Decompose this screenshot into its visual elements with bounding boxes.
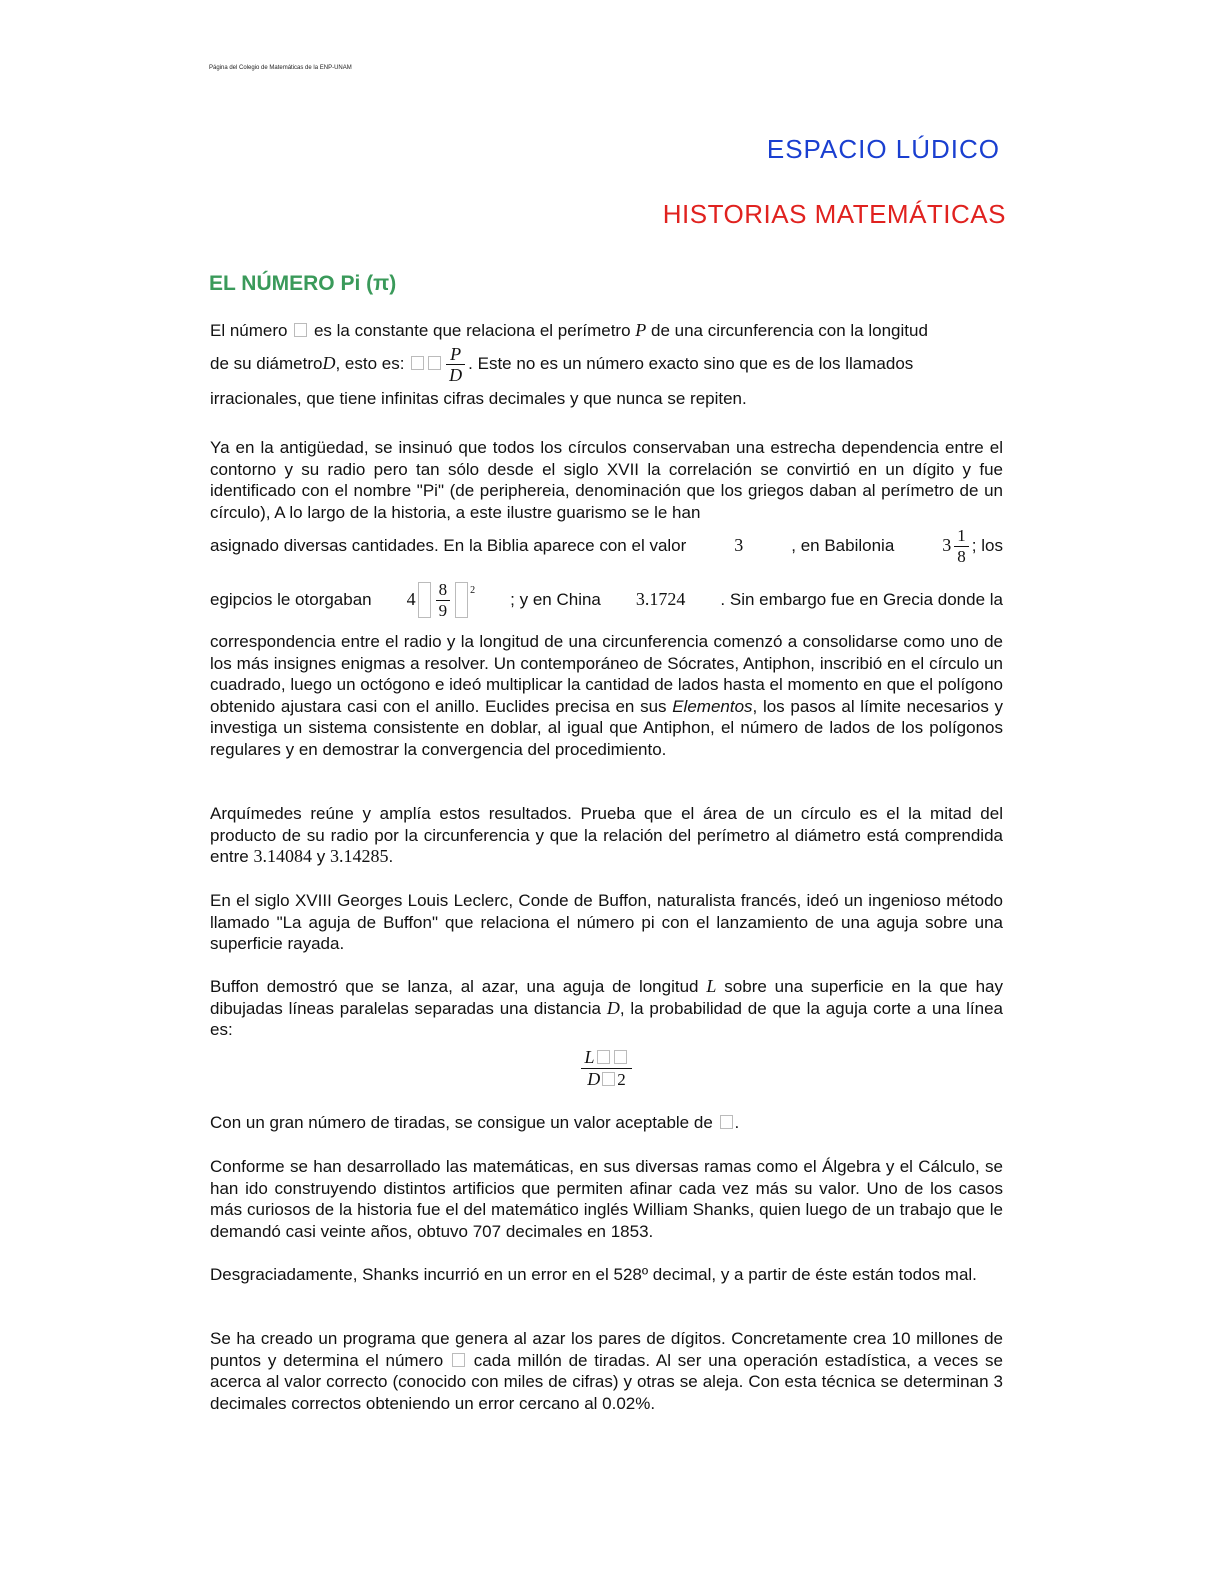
section-title: EL NÚMERO Pi (π) (209, 272, 397, 295)
paragraph-buffon-needle: Buffon demostró que se lanza, al azar, una aguja de longitud L sobre una superficie en la que hay dibujadas líneas paralelas separadas una distancia D, la probabilidad de que la aguja corte a una línea es: $\frac{L}{D 2}$ (210, 976, 1004, 1089)
equals-symbol-icon (428, 356, 441, 370)
pi-symbol-icon (720, 1115, 733, 1129)
pi-symbol-icon (452, 1353, 465, 1367)
paragraph-shanks-error: Desgraciadamente, Shanks incurrió en un error en el 528º decimal, y a partir de éste están todos mal. (210, 1265, 977, 1284)
title-historias-matematicas: HISTORIAS MATEMÁTICAS (662, 199, 1006, 229)
paragraph-buffon-intro: En el siglo XVIII Georges Louis Leclerc, Conde de Buffon, naturalista francés, ideó un ingenioso método llamado "La aguja de Buffon" que relaciona el número pi con el lanzamiento de una aguja sobre una superficie rayada. (210, 891, 1003, 953)
paragraph-shanks: Conforme se han desarrollado las matemáticas, en sus diversas ramas como el Álgebra y el Cálculo, se han ido construyendo distintos artificios que permiten afinar cada vez más su valor. Uno de los casos más curiosos de la historia fue el del matemático inglés William Shanks, quien luego de un trabajo que le demandó casi veinte años, obtuvo 707 decimales en 1853. (210, 1157, 1003, 1241)
pi-symbol-icon (411, 356, 424, 370)
pi-symbol-icon (294, 323, 307, 337)
header-note: Página del Colegio de Matemáticas de la ENP-UNAM (209, 65, 352, 71)
paragraph-tiradas: Con un gran número de tiradas, se consigue un valor aceptable de . (210, 1113, 740, 1132)
paragraph-archimedes: Arquímedes reúne y amplía estos resultados. Prueba que el área de un círculo es el la mitad del producto de su radio por la circunferencia y que la relación del perímetro al diámetro está comprendida entre 3.14084 y 3.14285. (210, 804, 1003, 866)
buffon-probability-formula: $\frac{L}{D 2}$ (581, 1047, 631, 1090)
paragraph-program: Se ha creado un programa que genera al azar los pares de dígitos. Concretamente crea 10 millones de puntos y determina el número cada millón de tiradas. Al ser una operación estadística, a veces se acerca al valor correcto (conocido con miles de cifras) y otras se aleja. Con esta técnica se determinan 3 decimales correctos obteniendo un error cercano al 0.02%. (210, 1329, 1003, 1413)
paragraph-history: Ya en la antigüedad, se insinuó que todos los círculos conservaban una estrecha dependencia entre el contorno y su radio pero tan sólo desde el siglo XVII la correlación se convirtió en un dígito y fue identificado con el nombre "Pi" (de periphereia, denominación que los griegos daban al perímetro de un círculo), A lo largo de la historia, a este ilustre guarismo se le han asignado diversas cantidades. En la Biblia aparece con el valor 3 , en Babilonia 3 $\frac{1}{8}$ ; los egipcios le otorgaban 4 $\frac{8}{9}$ $^2$ ; y en China 3.1724 . Sin embargo fue en Grecia donde la correspondencia entre el radio y la longitud de una circunferencia comenzó a consolidarse como uno de los más insignes enigmas a resolver. Un contemporáneo de Sócrates, Antiphon, inscribió en el círculo un cuadrado, luego un octógono e ideó multiplicar la cantidad de lados hasta el momento en que el polígono obtenido ajustara casi con el anillo. Euclides precisa en sus Elementos, los pasos al límite necesarios y investiga un sistema consistente en doblar, al igual que Antiphon, el número de lados de los polígonos regulares y en demostrar la convergencia del procedimiento. (210, 438, 1003, 759)
paragraph-definition: El número es la constante que relaciona el perímetro P de una circunferencia con la longitud de su diámetroD, esto es: $\frac{P}{D}$ . Este no es un número exacto sino que es de los llamados irracionales, que tiene infinitas cifras decimales y que nunca se repiten. (210, 320, 928, 408)
pi-definition-fraction: $\frac{P}{D}$ (446, 344, 465, 385)
title-espacio-ludico: ESPACIO LÚDICO (766, 134, 1000, 164)
